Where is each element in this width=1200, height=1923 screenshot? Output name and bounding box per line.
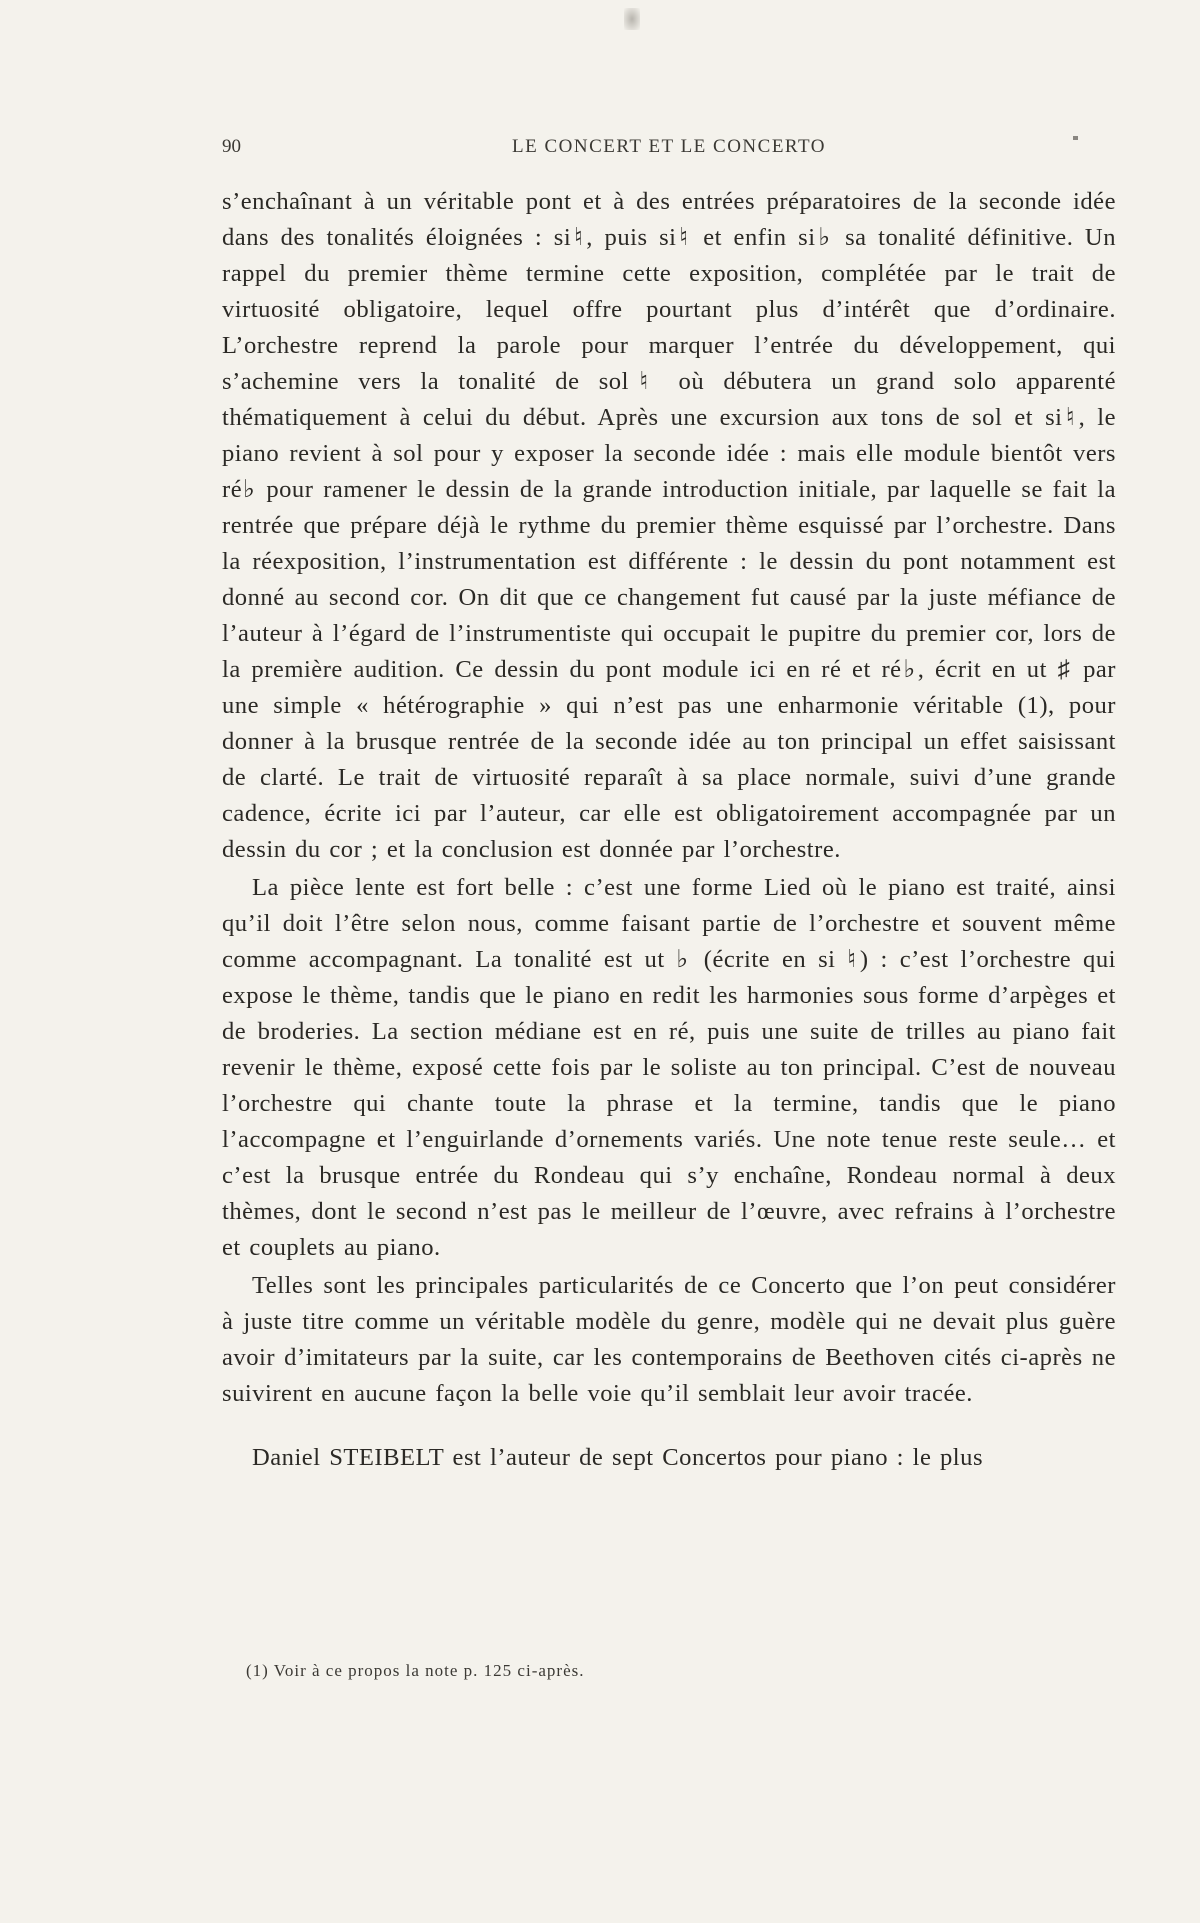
header-ink-mark <box>1073 136 1078 140</box>
book-page <box>222 132 1116 1476</box>
paragraph-slow-movement: La pièce lente est fort belle : c’est une forme Lied où le piano est traité, ainsi qu’il doit l’être selon nous, comme faisant partie de l’orchestre et souvent même comme accompagnant. La tonalité est ut ♭ (écrite en si ♮) : c’est l’orchestre qui expose le thème, tandis que le piano en redit les harmonies sous forme d’arpèges et de broderies. La section médiane est en ré, puis une suite de trilles au piano fait revenir le thème, exposé cette fois par le soliste au ton principal. C’est de nouveau l’orchestre qui chante toute la phrase et la termine, tandis que le piano l’accompagne et l’enguirlande d’ornements variés. Une note tenue reste seule… et c’est la brusque entrée du Rondeau qui s’y enchaîne, Rondeau normal à deux thèmes, dont le second n’est pas le meilleur de l’œuvre, avec refrains à l’orchestre et couplets au piano. <box>222 874 1116 1261</box>
page-header <box>222 132 1116 162</box>
footnote: (1) Voir à ce propos la note p. 125 ci-après. <box>246 1661 585 1680</box>
paragraph-conclusion: Telles sont les principales particularités de ce Concerto que l’on peut considérer à juste titre comme un véritable modèle du genre, modèle qui ne devait plus guère avoir d’imitateurs par la suite, car les contemporains de Beethoven cités ci-après ne suivirent en aucune façon la belle voie qu’il semblait leur avoir tracée. <box>222 1272 1116 1407</box>
page-body <box>222 184 1116 1476</box>
section-gap <box>222 1412 1116 1440</box>
paper-speck <box>624 8 640 30</box>
paragraph-exposition: s’enchaînant à un véritable pont et à des entrées préparatoires de la seconde idée dans des tonalités éloignées : si♮, puis si♮ et enfin si♭ sa tonalité définitive. Un rappel du premier thème termine cette exposition, complétée par le trait de virtuosité obligatoire, lequel offre pourtant plus d’intérêt que d’ordinaire. L’orchestre reprend la parole pour marquer l’entrée du développement, qui s’achemine vers la tonalité de sol♮ où débutera un grand solo apparenté thématiquement à celui du début. Après une excursion aux tons de sol et si♮, le piano revient à sol pour y exposer la seconde idée : mais elle module bientôt vers ré♭ pour ramener le dessin de la grande introduction initiale, par laquelle se fait la rentrée que prépare déjà le rythme du premier thème esquissé par l’orchestre. Dans la réexposition, l’instrumentation est différente : le dessin du pont notamment est donné au second cor. On dit que ce changement fut causé par la juste méfiance de l’auteur à l’égard de l’instrumentiste qui occupait le pupitre du premier cor, lors de la première audition. Ce dessin du pont module ici en ré et ré♭, écrit en ut ♯ par une simple « hétérographie » qui n’est pas une enharmonie véritable (1), pour donner à la brusque rentrée de la seconde idée au ton principal un effet saisissant de clarté. Le trait de virtuosité reparaît à sa place normale, suivi d’une grande cadence, écrite ici par l’auteur, car elle est obligatoirement accompagnée par un dessin du cor ; et la conclusion est donnée par l’orchestre. <box>222 188 1116 863</box>
page-number: 90 <box>222 136 241 157</box>
running-title: LE CONCERT ET LE CONCERTO <box>512 136 826 157</box>
paragraph-steibelt: Daniel STEIBELT est l’auteur de sept Concertos pour piano : le plus <box>252 1444 984 1471</box>
